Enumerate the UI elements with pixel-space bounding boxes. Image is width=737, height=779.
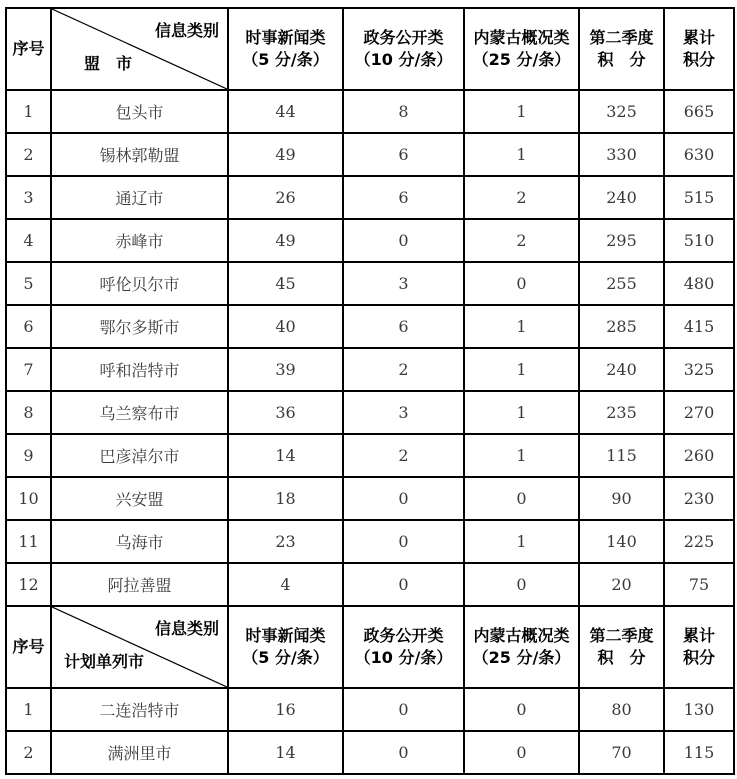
header-line: 积分 [682, 648, 715, 667]
header-line: 内蒙古概况类 [473, 626, 570, 645]
serial-header: 序号 [6, 606, 51, 688]
overview-count-cell: 1 [464, 90, 579, 133]
group-name-cell: 兴安盟 [51, 477, 228, 520]
overview-count-cell: 0 [464, 477, 579, 520]
quarter-score-cell: 240 [579, 176, 664, 219]
quarter-score-cell: 115 [579, 434, 664, 477]
overview-count-cell: 1 [464, 520, 579, 563]
category-label: 信息类别 [154, 619, 219, 638]
news-count-cell: 49 [228, 133, 343, 176]
table-row [6, 391, 734, 434]
quarter-column-header [579, 606, 664, 688]
row-serial: 2 [6, 731, 51, 774]
group-name-cell: 呼伦贝尔市 [51, 262, 228, 305]
section-leagues-header [6, 8, 734, 90]
quarter-score-cell: 90 [579, 477, 664, 520]
table-row [6, 176, 734, 219]
table-row [6, 305, 734, 348]
leagues-rows [6, 90, 734, 606]
total-score-cell: 515 [664, 176, 734, 219]
overview-count-cell: 0 [464, 563, 579, 606]
section-cities-header [6, 606, 734, 688]
gov-column-header [343, 8, 464, 90]
total-score-cell: 630 [664, 133, 734, 176]
quarter-score-cell: 140 [579, 520, 664, 563]
table-row [6, 731, 734, 774]
header-line: 政务公开类 [363, 626, 444, 645]
total-score-cell: 75 [664, 563, 734, 606]
quarter-score-cell: 240 [579, 348, 664, 391]
row-serial: 8 [6, 391, 51, 434]
quarter-score-cell: 285 [579, 305, 664, 348]
row-serial: 9 [6, 434, 51, 477]
table-row [6, 520, 734, 563]
total-score-cell: 270 [664, 391, 734, 434]
quarter-score-cell: 295 [579, 219, 664, 262]
news-count-cell: 14 [228, 731, 343, 774]
news-count-cell: 49 [228, 219, 343, 262]
group-name-cell: 满洲里市 [51, 731, 228, 774]
group-name-cell: 乌海市 [51, 520, 228, 563]
overview-column-header [464, 8, 579, 90]
header-line: 时事新闻类 [245, 626, 326, 645]
row-serial: 6 [6, 305, 51, 348]
header-line: （10 分/条） [354, 648, 453, 667]
group-name-cell: 锡林郭勒盟 [51, 133, 228, 176]
group-name-cell: 呼和浩特市 [51, 348, 228, 391]
total-column-header [664, 606, 734, 688]
total-score-cell: 230 [664, 477, 734, 520]
overview-count-cell: 1 [464, 133, 579, 176]
quarter-score-cell: 80 [579, 688, 664, 731]
news-count-cell: 26 [228, 176, 343, 219]
diagonal-header-cell [51, 606, 228, 688]
quarter-score-cell: 70 [579, 731, 664, 774]
total-score-cell: 115 [664, 731, 734, 774]
news-count-cell: 45 [228, 262, 343, 305]
gov-count-cell: 2 [343, 348, 464, 391]
row-serial: 1 [6, 90, 51, 133]
table-row [6, 477, 734, 520]
row-serial: 7 [6, 348, 51, 391]
gov-count-cell: 0 [343, 219, 464, 262]
news-column-header [228, 8, 343, 90]
group-label: 计划单列市 [64, 652, 145, 671]
quarter-score-cell: 255 [579, 262, 664, 305]
overview-count-cell: 1 [464, 391, 579, 434]
gov-count-cell: 3 [343, 262, 464, 305]
gov-count-cell: 0 [343, 731, 464, 774]
row-serial: 1 [6, 688, 51, 731]
news-count-cell: 23 [228, 520, 343, 563]
overview-count-cell: 2 [464, 176, 579, 219]
overview-count-cell: 0 [464, 262, 579, 305]
total-score-cell: 665 [664, 90, 734, 133]
header-line: （10 分/条） [354, 50, 453, 69]
header-line: 积 分 [597, 50, 646, 69]
overview-count-cell: 0 [464, 731, 579, 774]
group-name-cell: 赤峰市 [51, 219, 228, 262]
group-name-cell: 鄂尔多斯市 [51, 305, 228, 348]
total-score-cell: 130 [664, 688, 734, 731]
gov-count-cell: 0 [343, 477, 464, 520]
quarter-score-cell: 330 [579, 133, 664, 176]
row-serial: 11 [6, 520, 51, 563]
table-row [6, 262, 734, 305]
news-count-cell: 39 [228, 348, 343, 391]
header-line: （5 分/条） [242, 648, 329, 667]
row-serial: 3 [6, 176, 51, 219]
group-name-cell: 乌兰察布市 [51, 391, 228, 434]
table-row [6, 688, 734, 731]
group-name-cell: 阿拉善盟 [51, 563, 228, 606]
total-score-cell: 325 [664, 348, 734, 391]
group-name-cell: 巴彦淖尔市 [51, 434, 228, 477]
gov-column-header [343, 606, 464, 688]
group-label: 盟 市 [84, 54, 133, 73]
total-score-cell: 225 [664, 520, 734, 563]
overview-count-cell: 1 [464, 305, 579, 348]
group-name-cell: 包头市 [51, 90, 228, 133]
total-score-cell: 415 [664, 305, 734, 348]
header-line: 第二季度 [589, 28, 654, 47]
score-table [5, 7, 735, 775]
news-count-cell: 4 [228, 563, 343, 606]
header-line: 积分 [682, 50, 715, 69]
gov-count-cell: 8 [343, 90, 464, 133]
news-count-cell: 14 [228, 434, 343, 477]
header-line: （25 分/条） [472, 648, 571, 667]
row-serial: 4 [6, 219, 51, 262]
diagonal-header-cell [51, 8, 228, 90]
gov-count-cell: 0 [343, 688, 464, 731]
gov-count-cell: 3 [343, 391, 464, 434]
total-score-cell: 510 [664, 219, 734, 262]
total-score-cell: 260 [664, 434, 734, 477]
category-label: 信息类别 [154, 21, 219, 40]
overview-count-cell: 2 [464, 219, 579, 262]
news-count-cell: 36 [228, 391, 343, 434]
quarter-score-cell: 20 [579, 563, 664, 606]
news-column-header [228, 606, 343, 688]
table-row [6, 90, 734, 133]
header-line: 政务公开类 [363, 28, 444, 47]
serial-header: 序号 [6, 8, 51, 90]
gov-count-cell: 0 [343, 520, 464, 563]
row-serial: 12 [6, 563, 51, 606]
quarter-score-cell: 235 [579, 391, 664, 434]
total-score-cell: 480 [664, 262, 734, 305]
group-name-cell: 二连浩特市 [51, 688, 228, 731]
table-row [6, 219, 734, 262]
header-row-cities [6, 606, 734, 688]
row-serial: 5 [6, 262, 51, 305]
quarter-column-header [579, 8, 664, 90]
overview-count-cell: 0 [464, 688, 579, 731]
header-row-leagues [6, 8, 734, 90]
header-line: 第二季度 [589, 626, 654, 645]
news-count-cell: 40 [228, 305, 343, 348]
header-line: （5 分/条） [242, 50, 329, 69]
gov-count-cell: 6 [343, 133, 464, 176]
table-row [6, 348, 734, 391]
row-serial: 10 [6, 477, 51, 520]
header-line: 内蒙古概况类 [473, 28, 570, 47]
news-count-cell: 18 [228, 477, 343, 520]
quarter-score-cell: 325 [579, 90, 664, 133]
news-count-cell: 16 [228, 688, 343, 731]
gov-count-cell: 6 [343, 176, 464, 219]
header-line: 时事新闻类 [245, 28, 326, 47]
header-line: （25 分/条） [472, 50, 571, 69]
news-count-cell: 44 [228, 90, 343, 133]
cities-rows [6, 688, 734, 774]
gov-count-cell: 6 [343, 305, 464, 348]
gov-count-cell: 0 [343, 563, 464, 606]
header-line: 累计 [682, 28, 715, 47]
table-row [6, 434, 734, 477]
table-row [6, 133, 734, 176]
gov-count-cell: 2 [343, 434, 464, 477]
overview-column-header [464, 606, 579, 688]
row-serial: 2 [6, 133, 51, 176]
total-column-header [664, 8, 734, 90]
group-name-cell: 通辽市 [51, 176, 228, 219]
header-line: 累计 [682, 626, 715, 645]
table-row [6, 563, 734, 606]
header-line: 积 分 [597, 648, 646, 667]
overview-count-cell: 1 [464, 348, 579, 391]
overview-count-cell: 1 [464, 434, 579, 477]
